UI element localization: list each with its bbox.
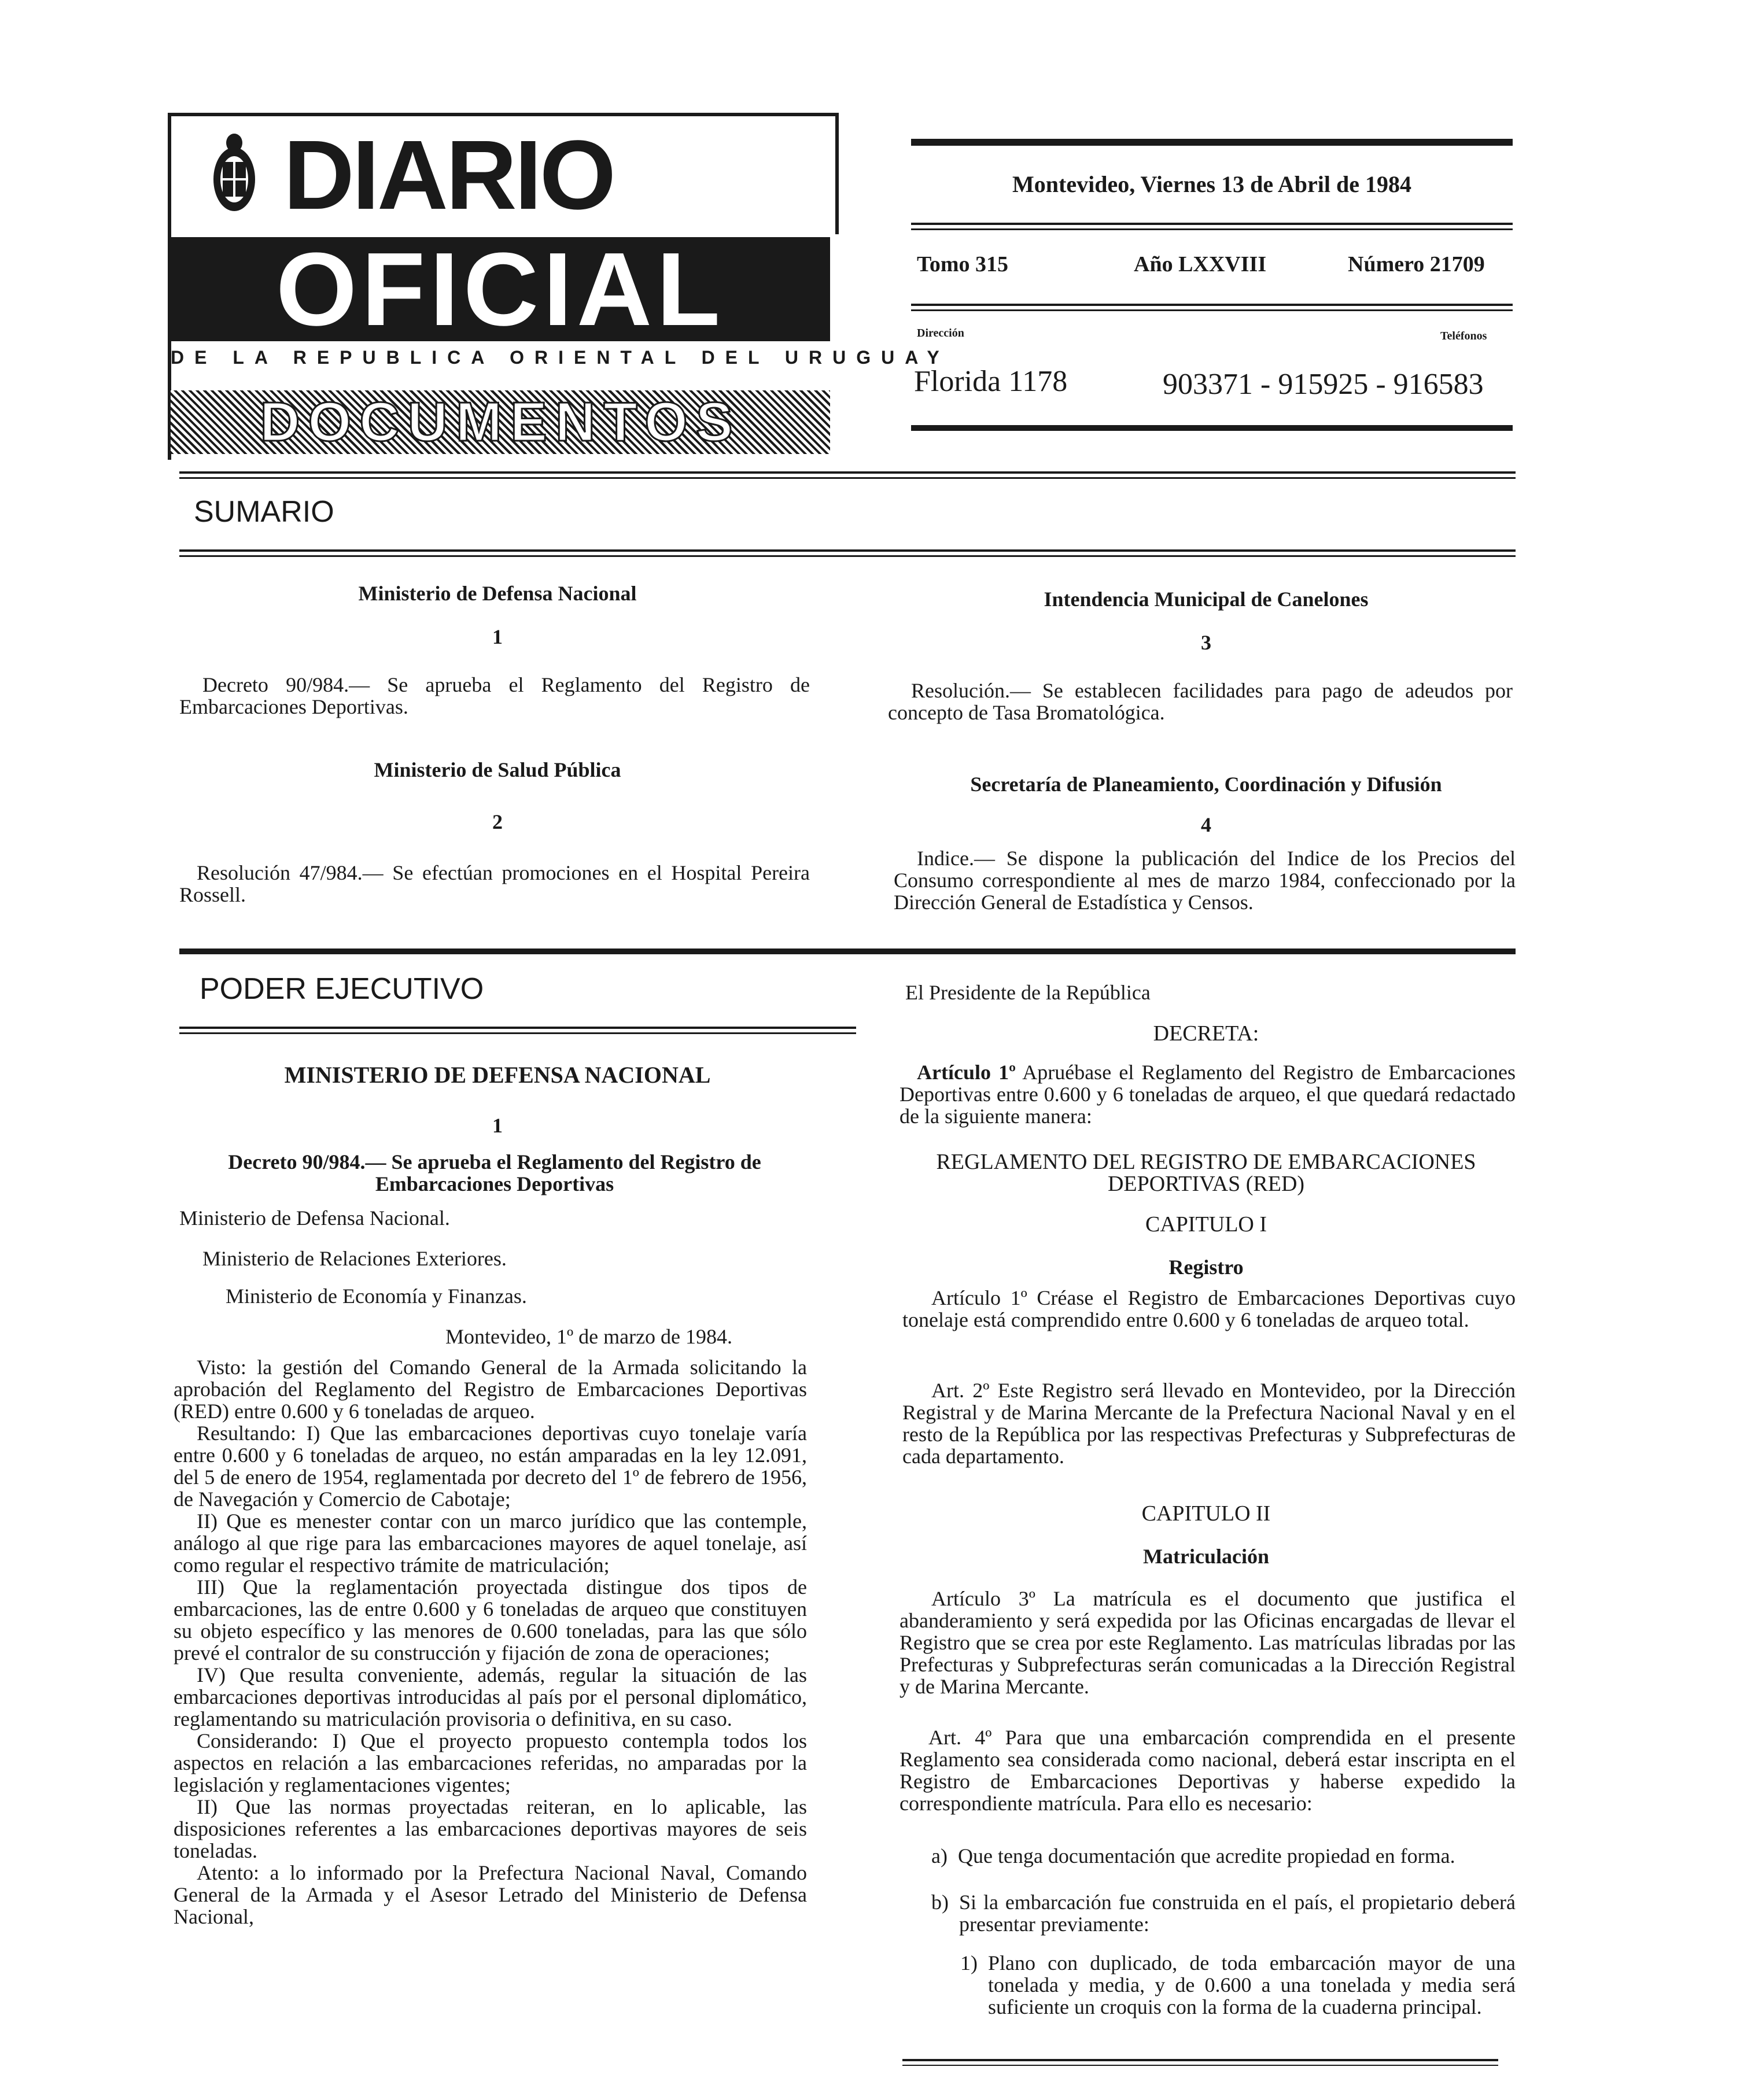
sumario-item-1-org: Ministerio de Defensa Nacional: [358, 582, 637, 605]
telefonos-label: Teléfonos: [1440, 330, 1487, 342]
masthead-title-oficial: OFICIAL: [171, 237, 830, 341]
capitulo-2-heading: CAPITULO II: [1141, 1501, 1271, 1526]
sumario-item-3-num: 3: [1201, 631, 1211, 654]
ministry-line-1: Ministerio de Defensa Nacional.: [179, 1206, 450, 1230]
sumario-item-2-org: Ministerio de Salud Pública: [374, 758, 621, 781]
bottom-rule-right-2: [902, 2065, 1498, 2066]
capitulo-1-heading: CAPITULO I: [1145, 1212, 1267, 1237]
masthead-section-banner: DOCUMENTOS: [171, 390, 830, 454]
item-1-text: Plano con duplicado, de toda embarcación mayor de una tonelada y media, y de 0.600 a una tonelada y media será suficiente un croquis con la forma de la cuaderna principal.: [988, 1951, 1516, 2018]
item-b-text: Si la embarcación fue construida en el país, el propietario deberá presentar previamente:: [959, 1891, 1516, 1936]
considerando-2-paragraph: II) Que las normas proyectadas reiteran, en lo aplicable, las disposiciones referentes a las embarcaciones deportivas mayores de seis toneladas.: [174, 1795, 807, 1862]
item-1: [960, 1952, 1516, 2018]
sumario-item-2-num: 2: [492, 810, 503, 833]
reglamento-articulo-1: Artículo 1º Créase el Registro de Embarcaciones Deportivas cuyo tonelaje está comprendido entre 0.600 y 6 toneladas de arqueo total.: [902, 1286, 1516, 1331]
ministry-line-2: Ministerio de Relaciones Exteriores.: [202, 1247, 507, 1270]
resultando-3-paragraph: III) Que la reglamentación proyectada distingue dos tipos de embarcaciones, las de entre 0.600 y 6 toneladas de arqueo que constituyen su objeto específico y las menores de 0.600 toneladas, para las que sólo prevé el contralor de su construcción y fijación de zona de operaciones;: [174, 1575, 807, 1665]
item-a-label: a): [931, 1844, 948, 1868]
issue-rule-2: [911, 228, 1513, 230]
resultando-1-paragraph: Resultando: I) Que las embarcaciones deportivas cuyo tonelaje varía entre 0.600 y 6 toneladas de arqueo, no están amparadas en la ley 12.091, del 5 de enero de 1954, reglamentada por decreto del 1º de febrero de 1956, de Navegación y Comercio de Cabotaje;: [174, 1422, 807, 1511]
decree-date: Montevideo, 1º de marzo de 1984.: [445, 1325, 733, 1348]
direccion-label: Dirección: [917, 327, 964, 339]
issue-anio: Año LXXVIII: [1134, 252, 1267, 276]
considerando-1-paragraph: Considerando: I) Que el proyecto propuesto contempla todos los aspectos en relación a las embarcaciones referidas, no amparadas por la legislación y reglamentaciones vigentes;: [174, 1729, 807, 1796]
poder-ejecutivo-rule-2: [179, 1032, 856, 1034]
capitulo-2-subheading: Matriculación: [1143, 1545, 1269, 1568]
issue-rule-4: [911, 309, 1513, 311]
sumario-top-rule-1: [179, 471, 1516, 474]
sumario-top-rule-2: [179, 477, 1516, 479]
articulo-1: [900, 1061, 1516, 1127]
issue-top-rule: [911, 139, 1513, 146]
sumario-bottom-rule-1: [179, 549, 1516, 552]
sumario-bottom-rule-2: [179, 555, 1516, 557]
issue-direccion: Florida 1178: [914, 365, 1068, 398]
reglamento-articulo-3: Artículo 3º La matrícula es el documento que justifica el abanderamiento y será expedida por las Oficinas encargadas de llevar el Registro que se crea por este Reglamento. Las matrículas libradas por las Prefecturas y Subprefecturas serán comunicadas a la Dirección Registral y de Marina Mercante.: [900, 1587, 1516, 1698]
articulo-1-label: Artículo 1º: [917, 1061, 1016, 1084]
item-a: [931, 1845, 1516, 1867]
decree-number: 1: [492, 1114, 503, 1137]
sumario-item-3-org: Intendencia Municipal de Canelones: [1044, 588, 1369, 611]
item-b: [931, 1891, 1516, 1935]
issue-rule-1: [911, 223, 1513, 225]
visto-paragraph: Visto: la gestión del Comando General de la Armada solicitando la aprobación del Reglamento del Registro de Embarcaciones Deportivas (RED) entre 0.600 y 6 toneladas de arqueo.: [174, 1356, 807, 1423]
sumario-item-4-num: 4: [1201, 813, 1211, 836]
item-a-text: Que tenga documentación que acredite propiedad en forma.: [957, 1844, 1455, 1868]
reglamento-articulo-4: Art. 4º Para que una embarcación comprendida en el presente Reglamento sea considerada como nacional, deberá estar inscripta en el Registro de Embarcaciones Deportivas y haberse expedido la correspondiente matrícula. Para ello es necesario:: [900, 1726, 1516, 1815]
sumario-item-4-org: Secretaría de Planeamiento, Coordinación y Difusión: [970, 773, 1442, 796]
articulo-1-text: Apruébase el Reglamento del Registro de Embarcaciones Deportivas entre 0.600 y 6 toneladas de arqueo, el que quedará redactado de la siguiente manera:: [900, 1061, 1516, 1128]
item-b-label: b): [931, 1891, 949, 1914]
considerandos: [174, 1356, 807, 1928]
resultando-4-paragraph: IV) Que resulta conveniente, además, regular la situación de las embarcaciones deportivas introducidas al país por el personal diplomático, reglamentando su matriculación provisoria o definitiva, en su caso.: [174, 1663, 807, 1730]
masthead-top-border: [168, 113, 839, 116]
presidente-line: El Presidente de la República: [905, 981, 1151, 1004]
issue-numero: Número 21709: [1348, 252, 1485, 276]
sumario-heading: SUMARIO: [194, 495, 334, 529]
ministry-line-3: Ministerio de Economía y Finanzas.: [226, 1285, 527, 1308]
sumario-item-2-text: Resolución 47/984.— Se efectúan promociones en el Hospital Pereira Rossell.: [179, 861, 810, 906]
sumario-item-4-text: Indice.— Se dispone la publicación del Indice de los Precios del Consumo correspondiente al mes de marzo 1984, confeccionado por la Dirección General de Estadística y Censos.: [894, 847, 1516, 914]
sumario-item-1-num: 1: [492, 625, 503, 648]
issue-bottom-rule: [911, 425, 1513, 431]
atento-paragraph: Atento: a lo informado por la Prefectura Nacional Naval, Comando General de la Armada y el Asesor Letrado del Ministerio de Defensa Nacional,: [174, 1861, 807, 1928]
reglamento-articulo-2: Art. 2º Este Registro será llevado en Montevideo, por la Dirección Registral y de Marina Mercante de la Prefectura Nacional Naval y en el resto de la República por las respectivas Prefecturas y Subprefecturas de cada departamento.: [902, 1379, 1516, 1468]
issue-rule-3: [911, 304, 1513, 306]
poder-ejecutivo-heading: PODER EJECUTIVO: [200, 972, 484, 1006]
capitulo-1-subheading: Registro: [1168, 1256, 1244, 1279]
decree-title: Decreto 90/984.— Se aprueba el Reglamento del Registro de Embarcaciones Deportivas: [228, 1150, 761, 1195]
poder-ejecutivo-rule-1: [179, 1027, 856, 1029]
issue-telefonos: 903371 - 915925 - 916583: [1163, 368, 1484, 401]
resultando-2-paragraph: II) Que es menester contar con un marco jurídico que las contemple, análogo al que rige para las embarcaciones mayores de aquel tonelaje, así como regular el respectivo trámite de matriculación;: [174, 1510, 807, 1577]
bottom-rule-right-1: [902, 2059, 1498, 2061]
ministry-heading: MINISTERIO DE DEFENSA NACIONAL: [284, 1062, 711, 1088]
masthead-right-border: [835, 113, 839, 234]
issue-tomo: Tomo 315: [917, 252, 1009, 276]
item-1-label: 1): [960, 1951, 978, 1974]
masthead-title-diario: DIARIO: [283, 120, 614, 230]
sumario-item-3-text: Resolución.— Se establecen facilidades para pago de adeudos por concepto de Tasa Bromatológica.: [888, 679, 1513, 724]
section-divider: [179, 948, 1516, 954]
reglamento-title: REGLAMENTO DEL REGISTRO DE EMBARCACIONES DEPORTIVAS (RED): [936, 1150, 1476, 1196]
sumario-item-1-text: Decreto 90/984.— Se aprueba el Reglamento del Registro de Embarcaciones Deportivas.: [179, 673, 810, 718]
issue-date: Montevideo, Viernes 13 de Abril de 1984: [1012, 171, 1411, 197]
masthead-subtitle: DE LA REPUBLICA ORIENTAL DEL URUGUAY: [171, 347, 950, 368]
decreta-heading: DECRETA:: [1153, 1021, 1259, 1046]
